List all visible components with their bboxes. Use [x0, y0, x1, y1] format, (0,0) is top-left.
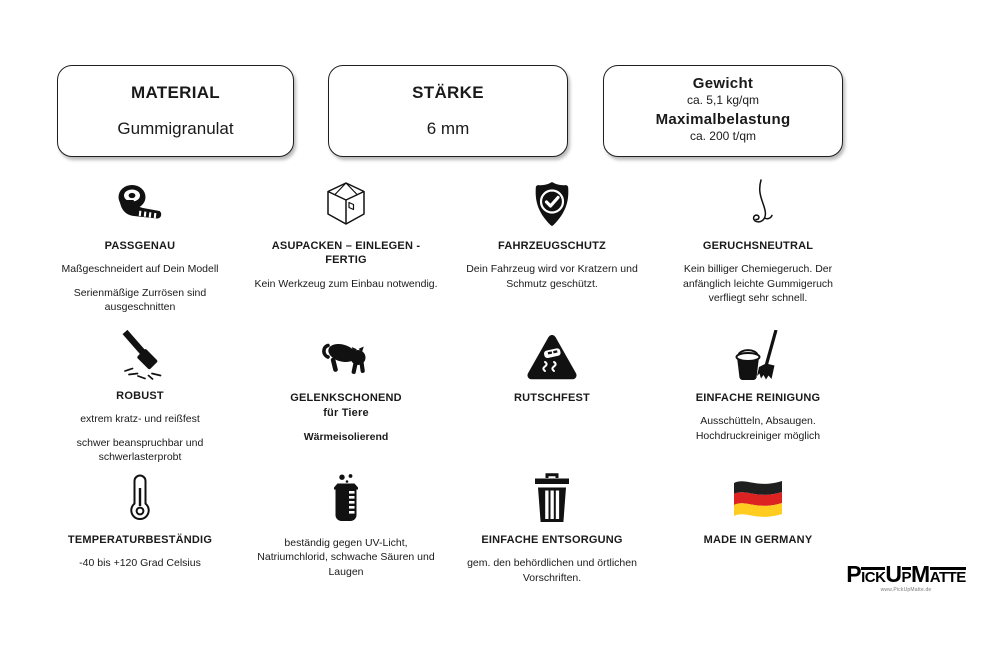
- feature-bestaendigkeit: [243, 462, 449, 632]
- hammer-icon: [113, 330, 167, 380]
- feature-temperatur: [37, 462, 243, 632]
- feature-title: MADE IN GERMANY: [703, 534, 813, 546]
- feature-rutschfest: [449, 320, 655, 462]
- feature-text: Ausschütteln, Absaugen. Hochdruckreiniger möglich: [695, 415, 821, 442]
- feature-robust: [37, 320, 243, 462]
- feature-title: RUTSCHFEST: [514, 392, 590, 404]
- spec-box-weight-load: [603, 65, 843, 157]
- feature-text: Kein billiger Chemiegeruch. Der anfänglich leichte Gummigeruch verfliegt sehr schnell.: [683, 263, 833, 305]
- feature-title: GELENKSCHONEND: [290, 392, 402, 404]
- feature-title: TEMPERATURBESTÄNDIG: [67, 534, 213, 546]
- feature-entsorgung: [449, 462, 655, 632]
- feature-text: Dein Fahrzeug wird vor Kratzern und Schmutz geschützt.: [466, 263, 638, 290]
- logo-url: www.PickUpMatte.de: [880, 587, 932, 594]
- spec-title: Maximalbelastung: [655, 111, 791, 128]
- spec-title: Gewicht: [692, 75, 754, 92]
- feature-geruchsneutral: [655, 168, 861, 320]
- pickupmatte-logo: [846, 561, 966, 594]
- feature-passgenau: [37, 168, 243, 320]
- feature-fahrzeugschutz: [449, 168, 655, 320]
- feature-text: -40 bis +120 Grad Celsius: [79, 557, 201, 570]
- feature-text: Serienmäßige Zurrösen sind ausgeschnitten: [73, 286, 207, 314]
- spec-title: STÄRKE: [412, 83, 484, 102]
- germany-flag-icon: [730, 472, 786, 524]
- shield-check-icon: [532, 178, 572, 230]
- feature-subtitle: für Tiere: [323, 407, 369, 420]
- nose-icon: [740, 178, 776, 230]
- feature-title: EINFACHE REINIGUNG: [695, 392, 821, 404]
- feature-text: Wärmeisolierend: [303, 430, 389, 443]
- feature-text: gem. den behördlichen und örtlichen Vorschriften.: [467, 557, 637, 584]
- feature-title: EINFACHE ENTSORGUNG: [481, 534, 623, 546]
- feature-title: FAHRZEUGSCHUTZ: [498, 240, 606, 252]
- feature-title: PASSGENAU: [104, 240, 176, 252]
- logo-wordmark: [846, 561, 966, 587]
- tape-measure-icon: [117, 178, 163, 230]
- trash-can-icon: [530, 472, 574, 524]
- feature-title: GERUCHSNEUTRAL: [702, 240, 814, 252]
- feature-grid: [37, 168, 861, 632]
- feature-text: extrem kratz- und reißfest: [80, 413, 200, 426]
- bucket-broom-icon: [733, 330, 783, 382]
- spec-title: MATERIAL: [131, 83, 220, 102]
- feature-reinigung: [655, 320, 861, 462]
- feature-text: beständig gegen UV-Licht, Natriumchlorid, schwache Säuren und Laugen: [257, 537, 435, 578]
- feature-title: ROBUST: [116, 390, 164, 402]
- feature-auspacken: [243, 168, 449, 320]
- cardboard-box-icon: [324, 178, 368, 230]
- spec-box-thickness: [328, 65, 568, 157]
- feature-text: schwer beanspruchbar und schwerlasterprobt: [76, 436, 204, 464]
- feature-text: Kein Werkzeug zum Einbau notwendig.: [254, 277, 438, 290]
- spec-value: 6 mm: [426, 119, 470, 138]
- logo-part: P: [901, 569, 912, 586]
- feature-text: Maßgeschneidert auf Dein Modell: [61, 263, 219, 276]
- logo-part: M: [911, 561, 930, 587]
- feature-gelenkschonend: [243, 320, 449, 462]
- slippery-road-warning-icon: [526, 330, 578, 382]
- spec-value: ca. 200 t/qm: [689, 129, 757, 143]
- logo-part: ICK: [861, 569, 886, 586]
- logo-part: U: [885, 561, 902, 587]
- logo-part: ATTE: [929, 569, 966, 586]
- feature-title: ASUPACKEN – EINLEGEN - FERTIG: [271, 240, 421, 267]
- spec-value: ca. 5,1 kg/qm: [686, 93, 760, 107]
- cat-icon: [320, 330, 372, 382]
- logo-part: P: [846, 561, 862, 587]
- feature-made-in-germany: [655, 462, 861, 632]
- spec-box-material: [57, 65, 294, 157]
- thermometer-icon: [122, 472, 158, 524]
- spec-value: Gummigranulat: [117, 119, 234, 138]
- beaker-icon: [326, 472, 366, 524]
